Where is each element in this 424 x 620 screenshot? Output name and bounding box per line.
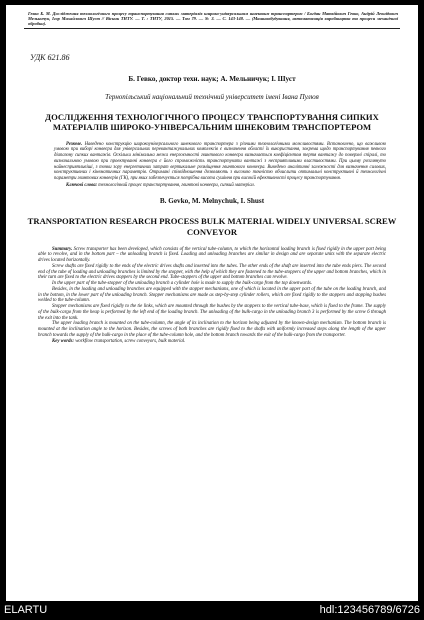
summary-paragraph: Summary. Screw transporter has been developed, which consists of the vertical tube-column, to which the horizontal loading branch is fixed rigidly in the upper part being able to revolve, and in the bottom part – the unloading branch is fixed. Loading and unloading branches are similar in design and are separate units with the separate electric drives located horizontally. (38, 246, 386, 264)
affiliation: Тернопільський національний технічний університет імені Івана Пулюя (105, 93, 319, 102)
udk-code: УДК 621.86 (30, 53, 70, 63)
authors-ua: Б. Гевко, доктор техн. наук; А. Мельничук; І. Шуст (128, 75, 296, 84)
summary-paragraph: In the upper part of the tube-stopper of the unloading branch a cylinder hole is made to supply the bulk-cargo from the top downwards. (52, 281, 313, 287)
keywords-en: Key words: workflow transportation, screw conveyors, bulk material. (52, 338, 186, 344)
summary-en (38, 247, 386, 345)
keywords-text: технологічний процес транспортування, гвинтові конвеєри, сипкий матеріал. (98, 182, 255, 188)
summary-paragraph: Stopper mechanisms are fixed rigidly to the tie links, which are mounted through the bushes by the stoppers to the vertical tube-base, which is fixed to the frame. The supply of the bulk-cargo from the heap is performed by the left end of the loading branch. The unloading of the bulk-cargo in the unloading branch 3 is performed by the screw 6 through the exit into the tank. (38, 304, 386, 321)
summary-paragraph: Besides, in the loading and unloading branches are equipped with the stopper mechanisms, one of which is located in the upper part of the tube on the loading branch, and in the bottom, in the lower part of the unloading branch. Stopper mechanisms are made as step-by-step cylinder rollers, which are fixed rigidly to the stoppers and stopping bushes welded to the tube-column. (38, 286, 386, 304)
abstract-text: Наведено конструкцію широкоуніверсального шнекового транспортера з різними технологічними можливостями. Встановлено, що важливою умовою при виборі конвеєра для універсальних перевантажувальних комплексів є визначення області їх використання, зокрема щодо транспортування певного діапазону сипких вантажів. Оскільки мінімальна межа енергоємності гвинтового конвеєра визначається коефіцієнтом тертя вантажу до поверхні спіралі, то визначальною умовою при проектуванні конвеєра є його спроможність транспортувати вантажі з несприятливими властивостями. При цьому розглянуто найнесприятливіші, з точки зору енергетичних затрат вертикальне розміщення гвинтового конвеєра. Виведено аналітичні залежності для визначення силових, конструктивних і кінематичних параметрів. Отримані співвідношення дозволяють з високою точністю обчислити оптимальні конструктивні й технологічні параметри гвинтових конвеєрів (ГК), при яких забезпечується потрібна висота сушіння при високій ефективності процесу транспортування. (54, 141, 386, 181)
handle-id: hdl:123456789/6726 (319, 604, 420, 616)
keywords-ua (54, 183, 386, 189)
title-ua: ДОСЛІДЖЕННЯ ТЕХНОЛОГІЧНОГО ПРОЦЕСУ ТРАНСПОРТУВАННЯ СИПКИХ МАТЕРІАЛІВ ШИРОКО-УНІВЕРСАЛЬНИМ ШНЕКОВИМ ТРАНСПОРТЕРОМ (45, 112, 379, 133)
keywords-en-label: Key words: (52, 338, 74, 344)
viewer-footer (0, 601, 424, 620)
paper-page (6, 5, 418, 601)
header-citation: Гевко Б. М. Дослідження технологічного процесу транспортування сипких матеріалів широко-універсальним шнековим транспортером / Богдан Матвійович Гевко, Андрій Леонідович Мельничук, Ігор Михайлович Шуст // Вісник ТНТУ. — Т. : ТНТУ, 2015. — Том 79. — № 3. — С. 143-148. — (Машинобудування, автоматизація виробництва та процеси механічної обробки). (28, 11, 398, 27)
summary-paragraph: The upper loading branch is mounted on the tube-column, the angle of its inclination to the horizon being adjusted by the known-design mechanism. The bottom branch is mounted at the inclination angle to the horizon. Besides, the screws of both branches are rigidly fixed to the shafts with uniformly increased steps along the length of the upper branch towards the supply of the bulk-cargo in the place of the tube-column hole, and the bottom branch towards the exit of the bulk-cargo from the transporter. (38, 321, 386, 338)
keywords-label: Ключові слова: (66, 182, 98, 188)
header-rule (24, 28, 400, 29)
abstract-ua (54, 142, 386, 182)
title-en: TRANSPORTATION RESEARCH PROCESS BULK MATERIAL WIDELY UNIVERSAL SCREW CONVEYOR (27, 216, 397, 237)
abstract-label: Резюме. (66, 141, 83, 147)
summary-paragraph: Screw shafts are fixed rigidly to the ends of the electric drives shafts and inserted into the tubes. The other ends of the shaft are inserted into the tube ends piers. The second end of the tube of loading and unloading branches is limited by the stopper, with the help of which they are fastened to the tube-stoppers of the upper and bottom branches, which in their turn are fixed to the electric drives stoppers by the second end. Tube-stoppers of the upper and bottom branches can revolve. (38, 263, 386, 281)
repository-label: ELARTU (4, 604, 48, 616)
authors-en: B. Gevko, M. Melnychuk, I. Shust (159, 197, 265, 206)
summary-label: Summary. (52, 246, 73, 252)
